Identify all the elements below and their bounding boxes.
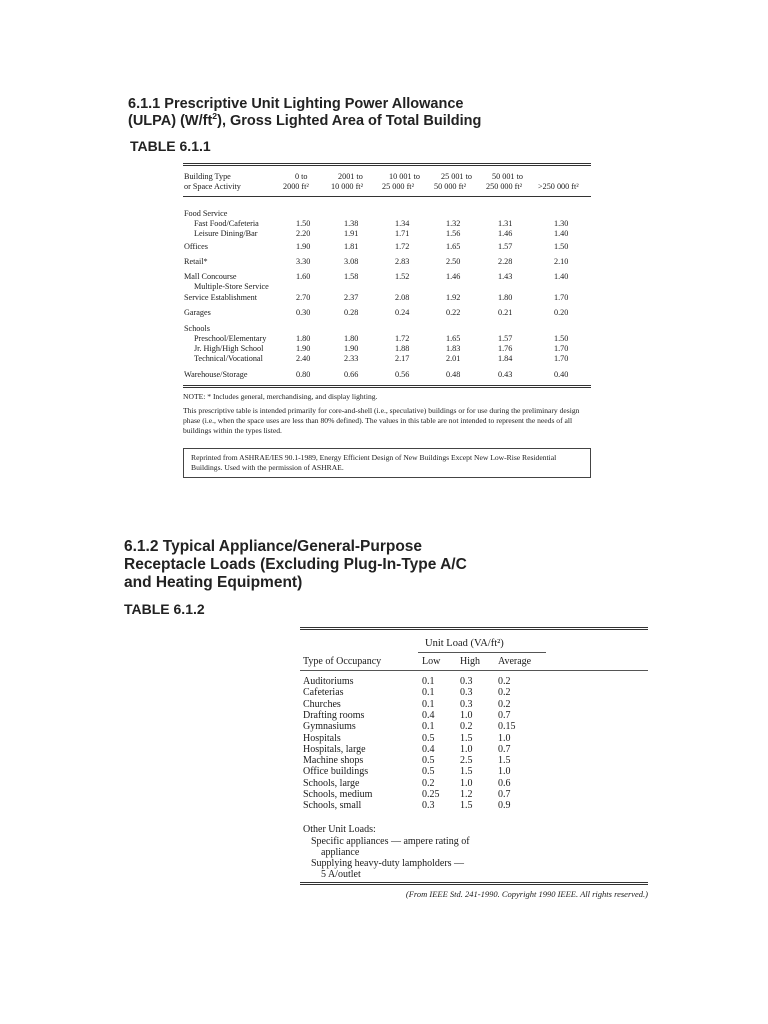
table-label-6-1-2: TABLE 6.1.2 bbox=[124, 601, 205, 617]
average-value: 0.9 bbox=[498, 800, 511, 812]
high-value: 0.2 bbox=[460, 721, 473, 733]
cell-value: 1.91 bbox=[344, 229, 359, 238]
cell-value: 1.65 bbox=[446, 334, 461, 343]
average-value: 1.5 bbox=[498, 755, 511, 767]
low-value: 0.5 bbox=[422, 766, 435, 778]
high-value: 1.0 bbox=[460, 709, 473, 721]
cell-value: 1.80 bbox=[344, 334, 359, 343]
header-col-5-line-2: 250 000 ft² bbox=[486, 182, 523, 191]
cell-value: 1.60 bbox=[296, 272, 311, 281]
high-value: 1.5 bbox=[460, 766, 473, 778]
row-label: Schools bbox=[184, 324, 210, 333]
cell-value: 1.72 bbox=[395, 334, 410, 343]
header-col-2-line-2: 10 000 ft² bbox=[331, 182, 364, 191]
row-label: Warehouse/Storage bbox=[184, 370, 248, 379]
high-value: 1.5 bbox=[460, 732, 473, 744]
cell-value: 0.30 bbox=[296, 308, 311, 317]
cell-value: 0.21 bbox=[498, 308, 513, 317]
low-value: 0.4 bbox=[422, 743, 435, 755]
low-value: 0.1 bbox=[422, 721, 435, 733]
cell-value: 2.01 bbox=[446, 354, 461, 363]
row-label: Food Service bbox=[184, 209, 228, 218]
note-paragraph: This prescriptive table is intended primarily for core-and-shell (i.e., speculative) buildings or for use during the preliminary design phase (i.e., when the space uses are less than 80% defined). The values in this table are not intended to represent the needs of all buildings within the types listed. bbox=[183, 406, 580, 435]
cell-value: 1.81 bbox=[344, 242, 359, 251]
cell-value: 1.71 bbox=[395, 229, 410, 238]
low-value: 0.4 bbox=[422, 709, 435, 721]
unit-load-header: Unit Load (VA/ft²) bbox=[425, 638, 504, 649]
section-heading-6-1-1 bbox=[128, 96, 481, 130]
cell-value: 1.34 bbox=[395, 219, 410, 228]
table2-source: (From IEEE Std. 241-1990. Copyright 1990 IEEE. All rights reserved.) bbox=[405, 889, 648, 899]
low-value: 0.25 bbox=[422, 789, 440, 800]
occupancy-name: Gymnasiums bbox=[303, 721, 356, 733]
row-label: Preschool/Elementary bbox=[194, 334, 267, 343]
cell-value: 1.80 bbox=[296, 334, 311, 343]
cell-value: 0.24 bbox=[395, 308, 410, 317]
occupancy-name: Cafeterias bbox=[303, 687, 344, 699]
header-type-of-occupancy: Type of Occupancy bbox=[303, 656, 382, 667]
cell-value: 1.58 bbox=[344, 272, 359, 281]
cell-value: 0.40 bbox=[554, 370, 569, 379]
cell-value: 1.65 bbox=[446, 242, 461, 251]
cell-value: 2.28 bbox=[498, 257, 513, 266]
cell-value: 1.80 bbox=[498, 293, 513, 302]
cell-value: 1.50 bbox=[554, 242, 569, 251]
heading-line-2-text: (ULPA) (W/ft bbox=[128, 113, 213, 129]
cell-value: 1.90 bbox=[344, 344, 359, 353]
unit-load-rule bbox=[418, 652, 546, 653]
cell-value: 1.50 bbox=[554, 334, 569, 343]
header-col-6-line-2: >250 000 ft² bbox=[538, 182, 579, 191]
table-6-1-1 bbox=[183, 163, 591, 472]
reprint-box: Reprinted from ASHRAE/IES 90.1-1989, Energy Efficient Design of New Buildings Except New Low-Rise Residential Buildings. Used with the permission of ASHRAE. bbox=[183, 448, 591, 478]
header-col-4-line-1: 25 001 to bbox=[441, 172, 472, 181]
note-asterisk: NOTE: * Includes general, merchandising, and display lighting. bbox=[183, 392, 378, 401]
row-label: Technical/Vocational bbox=[194, 354, 263, 363]
heading-line-1: 6.1.1 Prescriptive Unit Lighting Power Allowance bbox=[128, 96, 464, 112]
header-col-3-line-1: 10 001 to bbox=[389, 172, 420, 181]
cell-value: 2.37 bbox=[344, 293, 359, 302]
average-value: 0.7 bbox=[498, 789, 511, 800]
high-value: 1.2 bbox=[460, 789, 473, 800]
table2-bottom-rule bbox=[300, 882, 648, 885]
cell-value: 1.43 bbox=[498, 272, 513, 281]
high-value: 1.0 bbox=[460, 777, 473, 789]
other-load-1b: appliance bbox=[321, 847, 360, 858]
average-value: 0.2 bbox=[498, 698, 511, 710]
header-col-4-line-2: 50 000 ft² bbox=[434, 182, 467, 191]
table2-header-rule bbox=[300, 670, 648, 671]
header-building-type: Building Type bbox=[184, 172, 231, 181]
header-col-1-line-1: 0 to bbox=[295, 172, 308, 181]
low-value: 0.1 bbox=[422, 698, 435, 710]
occupancy-name: Office buildings bbox=[303, 766, 369, 778]
row-label: Jr. High/High School bbox=[194, 344, 264, 353]
high-value: 0.3 bbox=[460, 698, 473, 710]
cell-value: 1.46 bbox=[446, 272, 461, 281]
cell-value: 0.80 bbox=[296, 370, 311, 379]
low-value: 0.5 bbox=[422, 732, 435, 744]
row-label: Leisure Dining/Bar bbox=[194, 229, 258, 238]
average-value: 0.2 bbox=[498, 687, 511, 699]
average-value: 1.0 bbox=[498, 732, 511, 744]
cell-value: 2.70 bbox=[296, 293, 311, 302]
cell-value: 3.30 bbox=[296, 257, 311, 266]
cell-value: 2.33 bbox=[344, 354, 359, 363]
row-label: Offices bbox=[184, 242, 208, 251]
occupancy-name: Hospitals, large bbox=[303, 743, 366, 755]
heading-line-2 bbox=[128, 113, 481, 130]
cell-value: 2.10 bbox=[554, 257, 569, 266]
average-value: 0.2 bbox=[498, 676, 511, 687]
occupancy-name: Churches bbox=[303, 698, 341, 710]
header-high: High bbox=[460, 656, 480, 667]
cell-value: 1.52 bbox=[395, 272, 410, 281]
cell-value: 1.38 bbox=[344, 219, 359, 228]
cell-value: 1.40 bbox=[554, 272, 569, 281]
table2-body bbox=[300, 630, 648, 882]
occupancy-name: Hospitals bbox=[303, 732, 341, 744]
low-value: 0.3 bbox=[422, 800, 435, 812]
cell-value: 1.76 bbox=[498, 344, 513, 353]
occupancy-name: Machine shops bbox=[303, 755, 364, 767]
row-label: Multiple-Store Service bbox=[194, 282, 269, 291]
cell-value: 1.57 bbox=[498, 334, 513, 343]
high-value: 1.0 bbox=[460, 743, 473, 755]
row-label: Garages bbox=[184, 308, 211, 317]
average-value: 0.7 bbox=[498, 743, 511, 755]
cell-value: 2.40 bbox=[296, 354, 311, 363]
cell-value: 0.20 bbox=[554, 308, 569, 317]
cell-value: 2.08 bbox=[395, 293, 410, 302]
header-low: Low bbox=[422, 656, 441, 667]
cell-value: 1.90 bbox=[296, 242, 311, 251]
heading-line-2-tail: ), Gross Lighted Area of Total Building bbox=[217, 113, 482, 129]
low-value: 0.1 bbox=[422, 687, 435, 699]
cell-value: 0.28 bbox=[344, 308, 359, 317]
high-value: 0.3 bbox=[460, 676, 473, 687]
cell-value: 2.17 bbox=[395, 354, 410, 363]
row-label: Service Establishment bbox=[184, 293, 257, 302]
average-value: 0.15 bbox=[498, 721, 516, 733]
cell-value: 1.88 bbox=[395, 344, 410, 353]
header-col-5-line-1: 50 001 to bbox=[492, 172, 523, 181]
cell-value: 0.48 bbox=[446, 370, 461, 379]
cell-value: 0.56 bbox=[395, 370, 410, 379]
cell-value: 1.70 bbox=[554, 354, 569, 363]
occupancy-name: Schools, medium bbox=[303, 789, 373, 800]
table-header bbox=[183, 166, 591, 196]
occupancy-name: Schools, small bbox=[303, 800, 362, 812]
header-space-activity: or Space Activity bbox=[184, 182, 241, 191]
cell-value: 1.92 bbox=[446, 293, 461, 302]
other-load-1a: Specific appliances — ampere rating of bbox=[311, 836, 470, 847]
cell-value: 1.72 bbox=[395, 242, 410, 251]
cell-value: 1.57 bbox=[498, 242, 513, 251]
cell-value: 0.43 bbox=[498, 370, 513, 379]
header-col-2-line-1: 2001 to bbox=[338, 172, 363, 181]
cell-value: 1.70 bbox=[554, 293, 569, 302]
row-label: Fast Food/Cafeteria bbox=[194, 219, 259, 228]
cell-value: 1.40 bbox=[554, 229, 569, 238]
row-label: Mall Concourse bbox=[184, 272, 237, 281]
table-note bbox=[183, 392, 591, 436]
table-body bbox=[183, 197, 591, 415]
high-value: 2.5 bbox=[460, 755, 473, 767]
cell-value: 1.56 bbox=[446, 229, 461, 238]
cell-value: 1.46 bbox=[498, 229, 513, 238]
table-bottom-rule bbox=[183, 385, 591, 388]
other-load-2a: Supplying heavy-duty lampholders — bbox=[311, 858, 465, 869]
high-value: 1.5 bbox=[460, 800, 473, 812]
section-heading-6-1-2: 6.1.2 Typical Appliance/General-Purpose Receptacle Loads (Excluding Plug-In-Type A/C and Heating Equipment) bbox=[124, 538, 467, 591]
cell-value: 2.20 bbox=[296, 229, 311, 238]
cell-value: 1.84 bbox=[498, 354, 513, 363]
header-col-3-line-2: 25 000 ft² bbox=[382, 182, 415, 191]
heading-superscript: 2 bbox=[212, 111, 218, 122]
cell-value: 1.32 bbox=[446, 219, 461, 228]
other-load-2b: 5 A/outlet bbox=[321, 869, 361, 880]
cell-value: 3.08 bbox=[344, 257, 359, 266]
cell-value: 1.70 bbox=[554, 344, 569, 353]
low-value: 0.1 bbox=[422, 676, 435, 687]
cell-value: 0.22 bbox=[446, 308, 461, 317]
table-6-1-2 bbox=[300, 627, 648, 899]
cell-value: 1.50 bbox=[296, 219, 311, 228]
occupancy-name: Schools, large bbox=[303, 777, 360, 789]
average-value: 1.0 bbox=[498, 766, 511, 778]
table-label-6-1-1: TABLE 6.1.1 bbox=[130, 138, 211, 154]
low-value: 0.2 bbox=[422, 777, 435, 789]
average-value: 0.6 bbox=[498, 777, 511, 789]
occupancy-name: Drafting rooms bbox=[303, 709, 365, 721]
cell-value: 1.30 bbox=[554, 219, 569, 228]
occupancy-name: Auditoriums bbox=[303, 676, 354, 687]
cell-value: 2.50 bbox=[446, 257, 461, 266]
other-unit-loads-title: Other Unit Loads: bbox=[303, 824, 376, 835]
row-label: Retail* bbox=[184, 257, 208, 266]
low-value: 0.5 bbox=[422, 755, 435, 767]
cell-value: 1.90 bbox=[296, 344, 311, 353]
cell-value: 1.31 bbox=[498, 219, 513, 228]
cell-value: 1.83 bbox=[446, 344, 461, 353]
header-average: Average bbox=[498, 656, 532, 667]
cell-value: 0.66 bbox=[344, 370, 359, 379]
cell-value: 2.83 bbox=[395, 257, 410, 266]
high-value: 0.3 bbox=[460, 687, 473, 699]
average-value: 0.7 bbox=[498, 709, 511, 721]
header-col-1-line-2: 2000 ft² bbox=[283, 182, 309, 191]
